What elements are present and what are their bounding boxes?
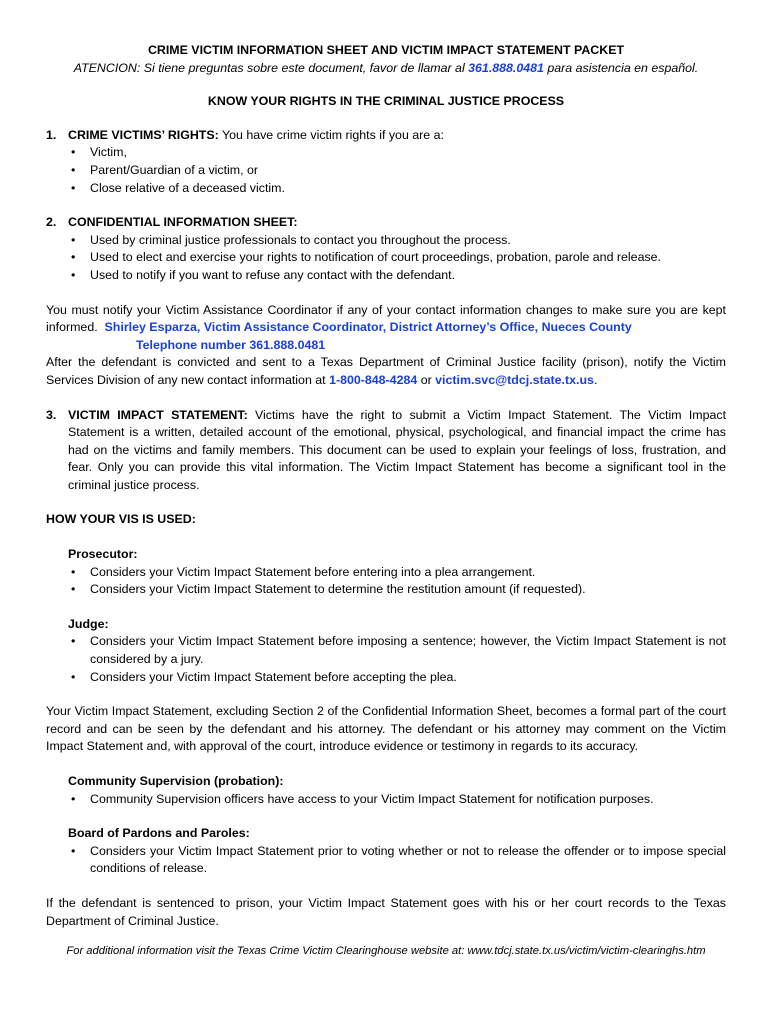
- atencion-prefix: ATENCION: Si tiene preguntas sobre este document, favor de llamar al: [73, 60, 469, 75]
- coordinator-phone: Telephone number 361.888.0481: [136, 337, 326, 352]
- rights-heading: KNOW YOUR RIGHTS IN THE CRIMINAL JUSTICE PROCESS: [207, 94, 565, 109]
- community-heading: Community Supervision (probation):: [68, 774, 284, 788]
- list-item: • Close relative of a deceased victim.: [68, 180, 726, 198]
- or-text: or: [417, 372, 436, 387]
- footer-note: For additional information visit the Texas Crime Victim Clearinghouse website at: www.tdcj.state.tx.us/victim/victim-clearinghs.htm: [66, 945, 706, 958]
- victim-services-email: victim.svc@tdcj.state.tx.us: [435, 372, 594, 387]
- list-item: • Considers your Victim Impact Statement prior to voting whether or not to release the offender or to impose special conditions of release.: [68, 843, 726, 878]
- victim-services-text: After the defendant is convicted and sent to a Texas Department of Criminal Justice facility (prison), notify the Victim Services Division of any new contact information at: [46, 355, 726, 387]
- prosecutor-block: [46, 546, 726, 599]
- notify-text: You must notify your Victim Assistance Coordinator if any of your contact information changes to make sure you are kept informed.: [46, 302, 726, 335]
- judge-block: [46, 616, 726, 686]
- section-1-intro: [68, 127, 726, 145]
- section-3-heading: VICTIM IMPACT STATEMENT:: [68, 407, 248, 422]
- list-item: • Parent/Guardian of a victim, or: [68, 162, 726, 180]
- list-item: • Victim,: [68, 144, 726, 162]
- vis-heading: HOW YOUR VIS IS USED:: [46, 512, 196, 527]
- section-2-list: [68, 232, 726, 285]
- community-list: [68, 791, 726, 809]
- list-item: • Community Supervision officers have access to your Victim Impact Statement for notification purposes.: [68, 791, 726, 809]
- period-text: .: [593, 372, 598, 387]
- victim-services-paragraph: [46, 354, 726, 389]
- atencion-phone: 361.888.0481: [468, 60, 544, 75]
- record-paragraph: Your Victim Impact Statement, excluding Section 2 of the Confidential Information Sheet, becomes a formal part of the court record and can be seen by the defendant and his attorney. The defendant or his attorney may comment on the Victim Impact Statement and, with approval of the court, introduce evidence or testimony in regards to its accuracy.: [46, 704, 726, 754]
- document-title: CRIME VICTIM INFORMATION SHEET AND VICTIM IMPACT STATEMENT PACKET: [147, 43, 625, 57]
- atencion-suffix: para asistencia en español.: [543, 60, 699, 75]
- section-3-text: Victims have the right to submit a Victim Impact Statement. The Victim Impact Statement is a written, detailed account of the emotional, physical, psychological, and financial impact the crime has had on the victims and family members. This document can be used to explain your feelings of loss, frustration, and fear. Only you can provide this vital information. The Victim Impact Statement has become a significant tool in the criminal justice process.: [68, 407, 727, 492]
- atencion-line: [46, 60, 726, 78]
- list-item: • Considers your Victim Impact Statement to determine the restitution amount (if requested).: [68, 581, 726, 599]
- coordinator-phone-line: [46, 337, 726, 355]
- section-3: [46, 407, 726, 495]
- section-2-number: 2.: [46, 215, 57, 230]
- list-item: • Considers your Victim Impact Statement before imposing a sentence; however, the Victim Impact Statement is not considered by a jury.: [68, 633, 726, 668]
- section-1-intro-text: You have crime victim rights if you are a:: [218, 127, 444, 142]
- board-block: [46, 825, 726, 878]
- board-heading: Board of Pardons and Paroles:: [68, 826, 250, 841]
- judge-list: [68, 633, 726, 686]
- victim-services-phone: 1-800-848-4284: [329, 372, 418, 387]
- coordinator-name: Shirley Esparza, Victim Assistance Coordinator, District Attorney’s Office, Nueces County: [104, 320, 632, 335]
- section-1-heading: CRIME VICTIMS’ RIGHTS:: [68, 127, 219, 142]
- prison-paragraph: If the defendant is sentenced to prison, your Victim Impact Statement goes with his or her court records to the Texas Department of Criminal Justice.: [46, 895, 726, 928]
- board-list: [68, 843, 726, 878]
- prosecutor-heading: Prosecutor:: [68, 547, 138, 562]
- prosecutor-list: [68, 564, 726, 599]
- section-1: [46, 127, 726, 197]
- list-item: • Used to elect and exercise your rights to notification of court proceedings, probation, parole and release.: [68, 249, 726, 267]
- list-item: • Used to notify if you want to refuse any contact with the defendant.: [68, 267, 726, 285]
- section-1-list: [68, 144, 726, 197]
- section-3-body: [68, 407, 726, 495]
- list-item: • Used by criminal justice professionals to contact you throughout the process.: [68, 232, 726, 250]
- list-item: • Considers your Victim Impact Statement before entering into a plea arrangement.: [68, 564, 726, 582]
- notify-paragraph: [46, 302, 726, 337]
- section-2: [46, 214, 726, 284]
- section-2-heading: CONFIDENTIAL INFORMATION SHEET:: [68, 215, 298, 230]
- list-item: • Considers your Victim Impact Statement before accepting the plea.: [68, 669, 726, 687]
- section-3-number: 3.: [46, 407, 57, 422]
- judge-heading: Judge:: [68, 616, 109, 631]
- section-1-number: 1.: [46, 127, 57, 142]
- community-block: [46, 773, 726, 808]
